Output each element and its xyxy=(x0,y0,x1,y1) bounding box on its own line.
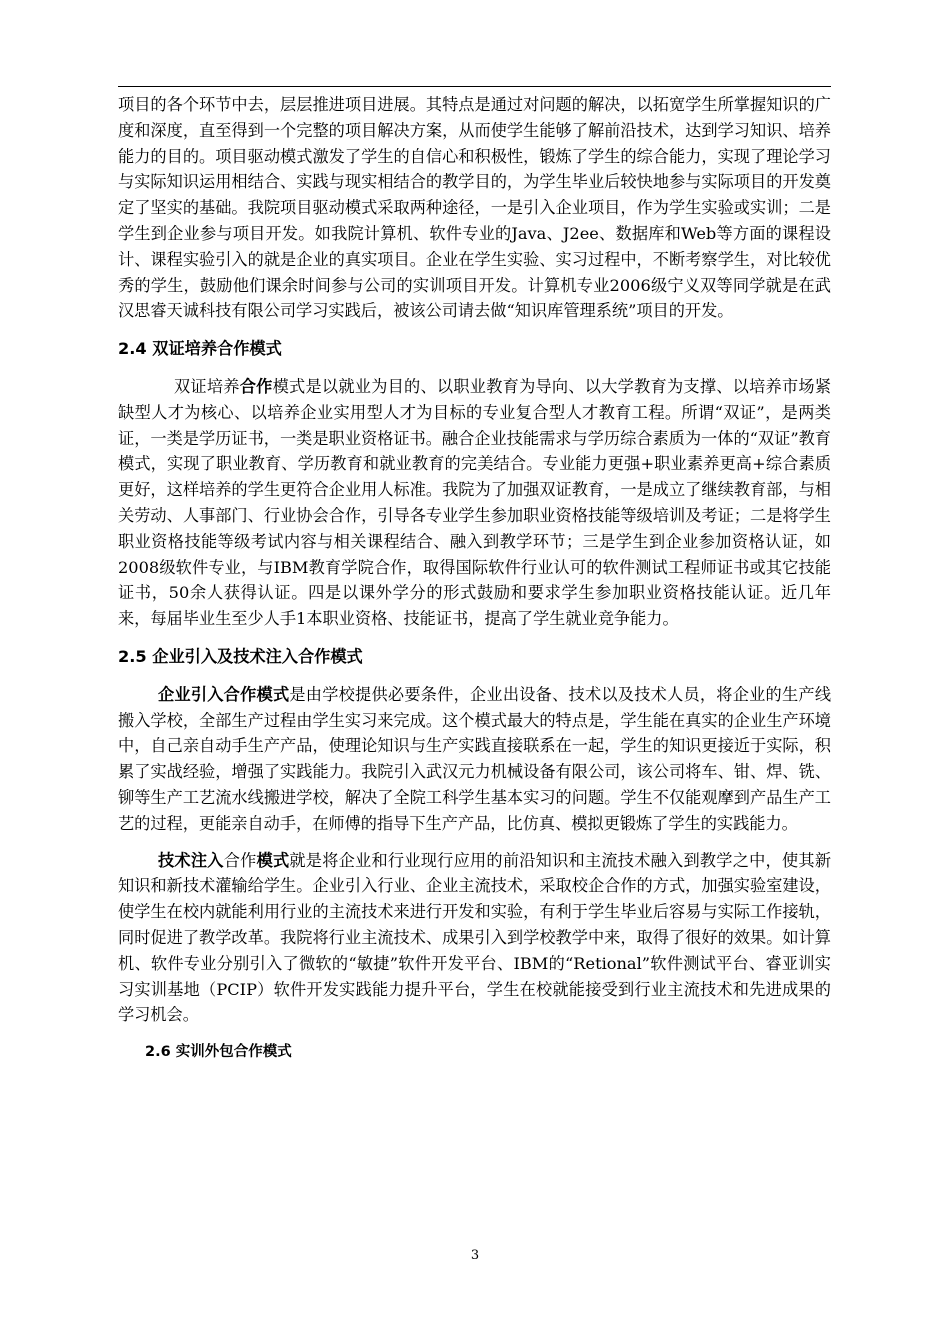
paragraph-technology-injection xyxy=(118,848,831,1029)
paragraph-enterprise-introduction-text: 是由学校提供必要条件，企业出设备、技术以及技术人员，将企业的生产线搬入学校，全部生产过程由学生实习来完成。这个模式最大的特点是，学生能在真实的企业生产环境中，自己亲自动手生产产品，使理论知识与生产实践直接联系在一起，学生的知识更接近于实际，积累了实战经验，增强了实践能力。我院引入武汉元力机械设备有限公司，该公司将车、钳、焊、铣、铆等生产工艺流水线搬进学校，解决了全院工科学生基本实习的问题。学生不仅能观摩到产品生产工艺的过程，更能亲自动手，在师傅的指导下生产产品，比仿真、模拟更锻炼了学生的实践能力。 xyxy=(118,684,832,833)
term-dual-certificate: 双证培养 xyxy=(174,376,240,396)
term-cooperation: 合作 xyxy=(223,850,257,870)
term-technology-injection-bold: 技术注入 xyxy=(158,850,224,870)
paragraph-dual-certificate xyxy=(118,374,831,632)
paragraph-dual-certificate-text: 模式是以就业为目的、以职业教育为导向、以大学教育为支撑、以培养市场紧缺型人才为核心、以培养企业实用型人才为目标的专业复合型人才教育工程。所谓“双证”，是两类证，一类是学历证书，一类是职业资格证书。融合企业技能需求与学历综合素质为一体的“双证”教育模式，实现了职业教育、学历教育和就业教育的完美结合。专业能力更强+职业素养更高+综合素质更好，这样培养的学生更符合企业用人标准。我院为了加强双证教育，一是成立了继续教育部，与相关劳动、人事部门、行业协会合作，引导各专业学生参加职业资格技能等级培训及考证；二是将学生职业资格技能等级考试内容与相关课程结合、融入到教学环节；三是学生到企业参加资格认证，如2008级软件专业，与IBM教育学院合作，取得国际软件行业认可的软件测试工程师证书或其它技能证书，50余人获得认证。四是以课外学分的形式鼓励和要求学生参加职业资格技能认证。近几年来，每届毕业生至少人手1本职业资格、技能证书，提高了学生就业竞争能力。 xyxy=(118,376,832,629)
page-number: 3 xyxy=(470,1248,480,1263)
heading-2-4: 2.4 双证培养合作模式 xyxy=(118,339,282,359)
term-cooperation-bold: 合作 xyxy=(239,376,273,396)
document-body xyxy=(118,92,831,1066)
heading-2-6: 2.6 实训外包合作模式 xyxy=(145,1044,292,1061)
paragraph-technology-injection-text: 就是将企业和行业现行应用的前沿知识和主流技术融入到教学之中，使其新知识和新技术灌输给学生。企业引入行业、企业主流技术，采取校企合作的方式，加强实验室建设，使学生在校内就能利用行业的主流技术来进行开发和实验，有利于学生毕业后容易与实际工作接轨，同时促进了教学改革。我院将行业主流技术、成果引入到学校教学中来，取得了很好的效果。如计算机、软件专业分别引入了微软的“敏捷”软件开发平台、IBM的“Retional”软件测试平台、睿亚训实习实训基地（PCIP）软件开发实践能力提升平台，学生在校就能接受到行业主流技术和先进成果的学习机会。 xyxy=(118,850,832,1025)
term-enterprise-introduction-bold: 企业引入合作模式 xyxy=(158,684,290,704)
heading-2-5: 2.5 企业引入及技术注入合作模式 xyxy=(118,646,363,666)
term-mode-bold: 模式 xyxy=(256,850,290,870)
paragraph-enterprise-introduction xyxy=(118,682,831,837)
header-rule xyxy=(118,86,831,87)
paragraph-project-driven: 项目的各个环节中去，层层推进项目进展。其特点是通过对问题的解决，以拓宽学生所掌握知识的广度和深度，直至得到一个完整的项目解决方案，从而使学生能够了解前沿技术，达到学习知识、培养能力的目的。项目驱动模式激发了学生的自信心和积极性，锻炼了学生的综合能力，实现了理论学习与实际知识运用相结合、实践与现实相结合的教学目的，为学生毕业后较快地参与实际项目的开发奠定了坚实的基础。我院项目驱动模式采取两种途径，一是引入企业项目，作为学生实验或实训；二是学生到企业参与项目开发。如我院计算机、软件专业的Java、J2ee、数据库和Web等方面的课程设计、课程实验引入的就是企业的真实项目。企业在学生实验、实习过程中，不断考察学生，对比较优秀的学生，鼓励他们课余时间参与公司的实训项目开发。计算机专业2006级宁义双等同学就是在武汉思睿天诚科技有限公司学习实践后，被该公司请去做“知识库管理系统”项目的开发。 xyxy=(118,95,831,321)
